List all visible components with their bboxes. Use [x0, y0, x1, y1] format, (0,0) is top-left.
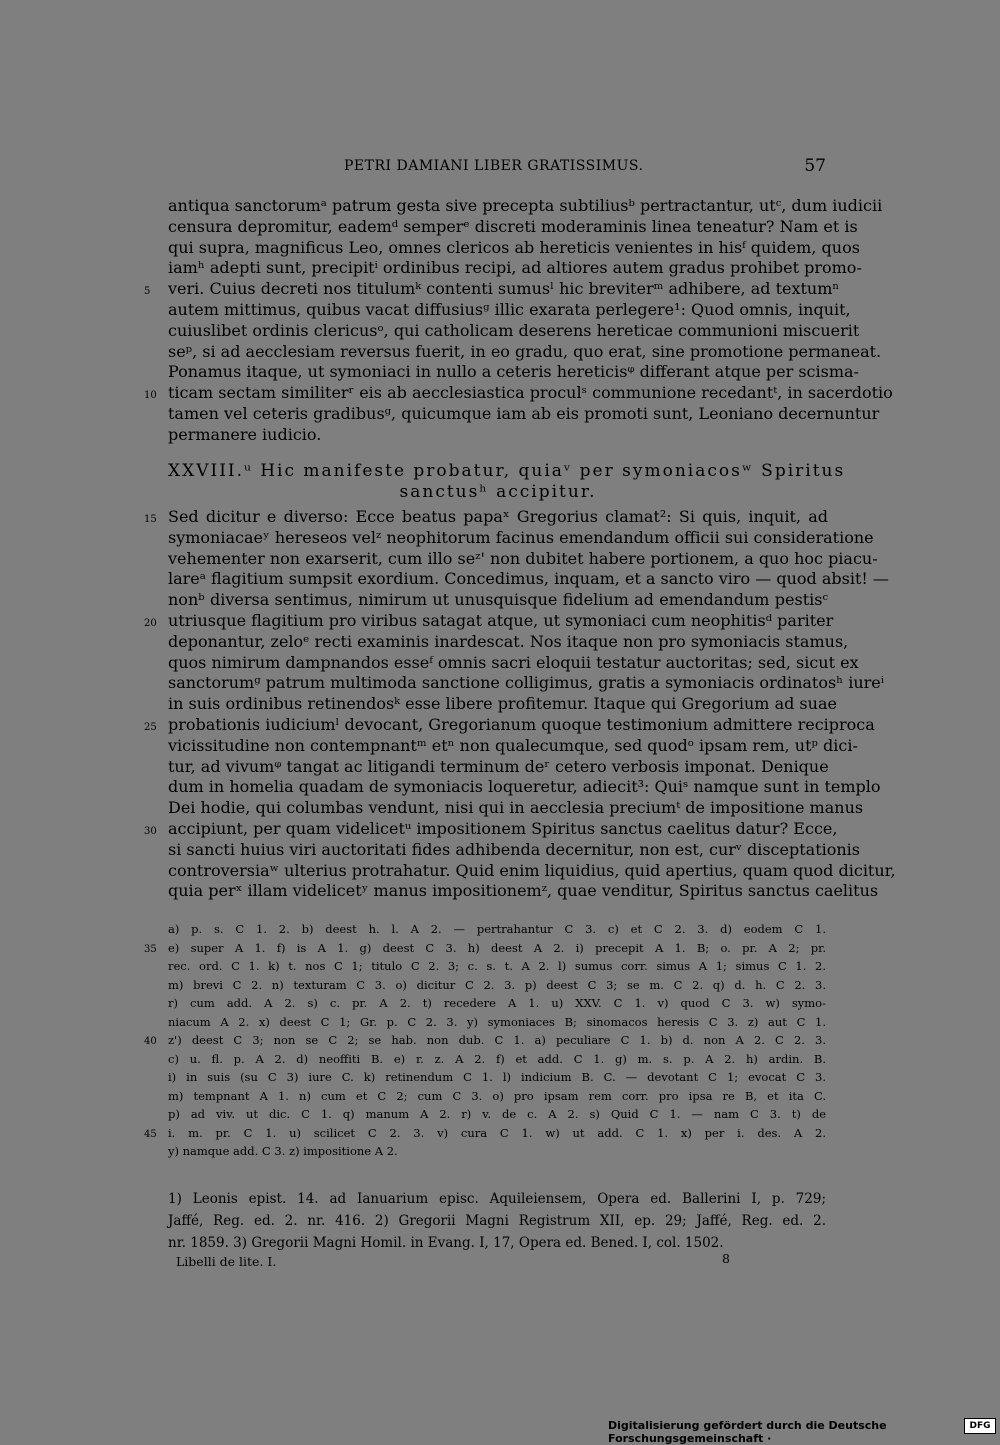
- text-line: [168, 694, 837, 715]
- source-note-line: 1) Leonis epist. 14. ad Ianuarium episc. Aquileiensem, Opera ed. Ballerini I, p. 729;: [168, 1191, 826, 1207]
- text-line: [168, 839, 860, 861]
- text-line: [144, 279, 840, 300]
- line-text: probationis iudiciumˡ devocant, Gregorianum quoque testimonium admittere reciproca: [168, 714, 875, 734]
- line-text: z') deest C 3; non se C 2; se hab. non dub. C 1. a) peculiare C 1. b) d. non A 2. C 2. 3.: [168, 1033, 826, 1047]
- text-line: [168, 757, 828, 778]
- line-text: lareᵃ flagitium sumpsit exordium. Concedimus, inquam, et a sancto viro — quod absit! —: [168, 569, 889, 589]
- text-line: [168, 673, 884, 694]
- line-text: seᵖ, si ad aecclesiam reversus fuerit, in eo gradu, quo erat, sine promotione permaneat.: [168, 341, 882, 361]
- line-text: quia perˣ illam videlicetʸ manus impositionemᶻ, quae venditur, Spiritus sanctus caelitus: [168, 881, 879, 901]
- main-text-block-1: [144, 196, 893, 446]
- line-text: Ponamus itaque, ut symoniaci in nullo a ceteris hereticisᵠ differant atque per scisma-: [168, 362, 859, 382]
- text-line: [168, 341, 882, 363]
- text-line: [168, 976, 826, 995]
- line-text: r) cum add. A 2. s) c. pr. A 2. t) recedere A 1. u) XXV. C 1. v) quod C 3. w) symo-: [168, 996, 826, 1010]
- line-text: y) namque add. C 3. z) impositione A 2.: [168, 1144, 398, 1158]
- line-text: si sancti huius viri auctoritati fides adhibenda decernitur, non est, curᵛ disceptationis: [168, 839, 860, 859]
- text-line: [168, 548, 878, 570]
- text-line: [168, 403, 880, 425]
- line-text: vicissitudine non contempnantᵐ etⁿ non qualecumque, sed quodᵒ ipsam rem, utᵖ dici-: [168, 735, 858, 755]
- line-text: controversiaʷ ulterius protrahatur. Quid enim liquidius, quid apertius, quam quod dicitur,: [168, 860, 896, 880]
- text-line: [168, 237, 860, 259]
- line-text: ticam sectam similiterʳ eis ab aecclesiastica proculˢ communione recedantᵗ, in sacerdotio: [168, 383, 893, 403]
- line-text: c) u. fl. p. A 2. d) neoffiti B. e) r. z. A 2. f) et add. C 1. g) m. s. p. A 2. h) ardin. B.: [168, 1051, 826, 1066]
- line-text: censura depromitur, eademᵈ semperᵉ discreti moderaminis linea teneatur? Nam et is: [168, 216, 858, 236]
- dfg-logo: DFG: [964, 1418, 996, 1434]
- line-text: Dei hodie, qui columbas vendunt, nisi qui in aecclesia preciumᵗ de impositione manus: [168, 798, 864, 818]
- line-text: p) ad viv. ut dic. C 1. q) manum A 2. r) v. de c. A 2. s) Quid C 1. — nam C 3. t) de: [168, 1107, 826, 1121]
- text-line: [168, 798, 864, 819]
- text-line: [168, 196, 883, 217]
- line-number: 15: [144, 514, 157, 525]
- text-line: [168, 735, 858, 757]
- source-footnotes: [168, 1188, 826, 1254]
- funding-credit: Digitalisierung gefördert durch die Deutsche Forschungsgemeinschaft ·: [608, 1419, 887, 1445]
- text-line: [144, 610, 834, 632]
- text-line: [144, 818, 838, 840]
- line-text: m) brevi C 2. n) texturam C 3. o) dicitur C 2. 3. p) deest C 3; se m. C 2. q) d. h. C 2. 3.: [168, 977, 826, 992]
- line-text: symoniacaeʸ hereseos velᶻ neophitorum facinus emendandum officii sui consideratione: [168, 527, 874, 547]
- text-line: [168, 569, 889, 590]
- text-line: [168, 590, 828, 611]
- line-number: 10: [144, 390, 157, 402]
- text-line: [168, 881, 879, 902]
- digitization-footer: [608, 1417, 1000, 1445]
- line-text: antiqua sanctorumᵃ patrum gesta sive precepta subtiliusᵇ pertractantur, utᶜ, dum iudicii: [168, 196, 883, 215]
- line-text: quos nimirum dampnandos esseᶠ omnis sacri eloquii testatur auctoritas; sed, sicut ex: [168, 652, 859, 672]
- text-line: [168, 362, 859, 383]
- text-line: [168, 994, 826, 1013]
- line-text: utriusque flagitium pro viribus satagat atque, ut symoniaci cum neophitisᵈ pariter: [168, 610, 834, 630]
- source-note-line: Jaffé, Reg. ed. 2. nr. 416. 2) Gregorii Magni Registrum XII, ep. 29; Jaffé, Reg. ed. 2.: [168, 1213, 826, 1229]
- text-line: [168, 957, 826, 976]
- text-line: [168, 425, 828, 446]
- chapter-heading: [168, 461, 846, 503]
- signature-label: Libelli de lite. I.: [176, 1254, 277, 1269]
- text-line: [168, 527, 874, 549]
- text-line: [168, 258, 862, 279]
- page-header: [168, 158, 826, 182]
- text-line: [168, 652, 859, 674]
- text-line: [168, 216, 858, 238]
- line-number: 20: [144, 617, 157, 629]
- line-text: i. m. pr. C 1. u) scilicet C 2. 3. v) cura C 1. w) ut add. C 1. x) per i. des. A 2.: [168, 1125, 826, 1140]
- main-text-block-2: [144, 507, 896, 902]
- line-text: tur, ad vivumᵠ tangat ac litigandi terminum deʳ cetero verbosis imponat. Denique: [168, 756, 829, 776]
- critical-apparatus: [144, 920, 826, 1161]
- text-line: [144, 1124, 826, 1143]
- text-line: [168, 320, 860, 342]
- line-text: a) p. s. C 1. 2. b) deest h. l. A 2. — pertrahantur C 3. c) et C 2. 3. d) eodem C 1.: [168, 922, 826, 936]
- text-line: [168, 1142, 826, 1161]
- text-line: [168, 631, 849, 653]
- line-text: in suis ordinibus retinendosᵏ esse libere profitemur. Itaque qui Gregorium ad suae: [168, 694, 837, 714]
- source-note-line: nr. 1859. 3) Gregorii Magni Homil. in Evang. I, 17, Opera ed. Bened. I, col. 1502.: [168, 1235, 724, 1251]
- line-text: accipiunt, per quam videlicetᵘ impositionem Spiritus sanctus caelitus datur? Ecce,: [168, 818, 838, 838]
- line-number: 40: [144, 1036, 157, 1047]
- text-line: [168, 1013, 826, 1032]
- signature-number: 8: [722, 1251, 730, 1266]
- text-line: [168, 1050, 826, 1069]
- text-line: [168, 1068, 826, 1087]
- text-line: [144, 507, 828, 528]
- text-line: [168, 1087, 826, 1106]
- line-number: 45: [144, 1128, 157, 1140]
- text-line: [168, 920, 826, 939]
- text-line: [168, 299, 851, 321]
- line-text: Sed dicitur e diverso: Ecce beatus papaˣ Gregorius clamat²: Si quis, inquit, ad: [168, 507, 828, 526]
- text-line: [144, 383, 893, 404]
- line-text: niacum A 2. x) deest C 1; Gr. p. C 2. 3. y) symoniaces B; sinomacos heresis C 3. z) aut C 1.: [168, 1014, 826, 1029]
- text-line: [144, 714, 875, 736]
- line-text: deponantur, zeloᵉ recti examinis inardescat. Nos itaque non pro symoniacis stamus,: [168, 631, 849, 651]
- line-text: veri. Cuius decreti nos titulumᵏ contenti sumusˡ hic breviterᵐ adhibere, ad textumⁿ: [168, 279, 840, 299]
- text-line: [144, 939, 826, 958]
- line-text: sanctorumᵍ patrum multimoda sanctione colligimus, gratis a symoniacis ordinatosʰ iureⁱ: [168, 673, 884, 693]
- line-number: 25: [144, 721, 157, 733]
- line-text: tamen vel ceteris gradibusᵍ, quicumque iam ab eis promoti sunt, Leoniano decernuntur: [168, 403, 880, 423]
- text-line: [144, 1031, 826, 1050]
- line-number: 30: [144, 825, 157, 837]
- text-line: [168, 777, 881, 798]
- text-line: [168, 860, 896, 882]
- line-number: 5: [144, 286, 151, 298]
- line-text: autem mittimus, quibus vacat diffusiusᵍ illic exarata perlegere¹: Quod omnis, inquit,: [168, 299, 851, 319]
- text-line: [168, 1105, 826, 1124]
- line-text: permanere iudicio.: [168, 424, 322, 444]
- line-text: qui supra, magnificus Leo, omnes clericos ab hereticis venientes in hisᶠ quidem, quos: [168, 237, 860, 257]
- line-text: m) tempnant A 1. n) cum et C 2; cum C 3. o) pro ipsam rem corr. pro ipsa re B, et ita C.: [168, 1088, 826, 1103]
- line-text: dum in homelia quadam de symoniacis loqueretur, adiecit³: Quiˢ namque sunt in templo: [168, 777, 881, 797]
- running-title: PETRI DAMIANI LIBER GRATISSIMUS.: [344, 158, 644, 174]
- line-text: e) super A 1. f) is A 1. g) deest C 3. h) deest A 2. i) precepit A 1. B; o. pr. A 2; pr.: [168, 940, 826, 955]
- line-text: i) in suis (su C 3) iure C. k) retinendum C 1. l) indicium B. C. — devotant C 1; evocat C 3.: [168, 1070, 826, 1084]
- line-text: rec. ord. C 1. k) t. nos C 1; titulo C 2. 3; c. s. t. A 2. l) sumus corr. simus A 1; simus C 1. 2.: [168, 959, 826, 973]
- chapter-heading-line-1: XXVIII.ᵘ Hic manifeste probatur, quiaᵛ per symoniacosʷ Spiritus: [168, 461, 846, 481]
- line-text: cuiuslibet ordinis clericusᵒ, qui catholicam deserens hereticae communioni miscuerit: [168, 320, 860, 340]
- line-text: vehementer non exarserit, cum illo seᶻ' non dubitet habere portionem, a quo hoc piacu-: [168, 548, 878, 568]
- line-text: nonᵇ diversa sentimus, nimirum ut unusquisque fidelium ad emendandum pestisᶜ: [168, 590, 828, 610]
- line-text: iamʰ adepti sunt, precipitⁱ ordinibus recipi, ad altiores autem gradus prohibet promo-: [168, 258, 862, 278]
- chapter-heading-line-2: sanctusʰ accipitur.: [399, 481, 597, 502]
- page-number: 57: [804, 156, 826, 176]
- line-number: 35: [144, 943, 157, 955]
